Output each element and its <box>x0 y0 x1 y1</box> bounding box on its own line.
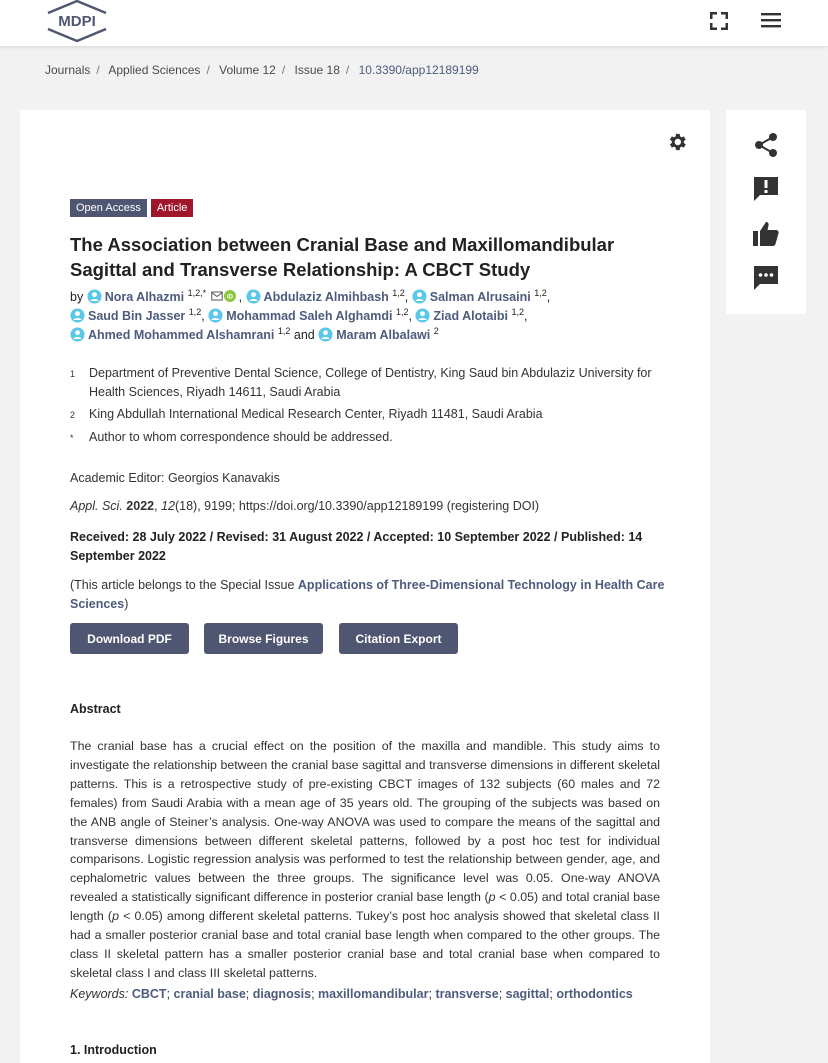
user-icon <box>318 327 333 342</box>
top-bar <box>0 0 828 46</box>
author-affiliation: 1,2 <box>188 307 202 317</box>
download-pdf-button[interactable]: Download PDF <box>70 623 189 654</box>
citation-journal: Appl. Sci. <box>70 499 123 513</box>
user-icon <box>412 289 427 304</box>
special-issue-prefix: (This article belongs to the Special Issue <box>70 578 298 592</box>
affiliation-item <box>70 428 670 448</box>
introduction-heading: 1. Introduction <box>70 1043 157 1057</box>
user-icon <box>70 327 85 342</box>
browse-figures-button[interactable]: Browse Figures <box>204 623 323 654</box>
svg-text:MDPI: MDPI <box>58 13 96 30</box>
author-name[interactable]: Mohammad Saleh Alghamdi <box>226 309 393 323</box>
author-affiliation: 1,2 <box>511 307 524 317</box>
breadcrumb-doi[interactable]: 10.3390/app12189199 <box>358 63 479 77</box>
user-icon <box>70 308 85 323</box>
keywords: Keywords: CBCT; cranial base; diagnosis; maxillomandibular; transverse; sagittal; orthodontics <box>70 987 633 1001</box>
author-affiliation: 1,2 <box>277 326 291 336</box>
breadcrumb-journals[interactable]: Journals <box>45 63 91 77</box>
keyword-link[interactable]: cranial base <box>173 987 246 1001</box>
p-symbol: p <box>112 909 119 924</box>
author-affiliation: 1,2 <box>392 288 405 298</box>
article-type-badge: Article <box>151 199 194 217</box>
affiliation-text: Department of Preventive Dental Science, College of Dentistry, King Saud bin Abdulaziz University for Health Sciences, Riyadh 14611, Saudi Arabia <box>89 366 652 399</box>
keyword-link[interactable]: orthodontics <box>556 987 633 1001</box>
open-access-badge: Open Access <box>70 199 147 217</box>
academic-editor: Academic Editor: Georgios Kanavakis <box>70 471 280 485</box>
user-icon <box>208 308 223 323</box>
breadcrumb-applied-sciences[interactable]: Applied Sciences <box>108 63 201 77</box>
abstract-body: < 0.05) and total cranial base length ( <box>70 890 660 924</box>
abstract-body: < 0.05) among different skeletal patterns. Tukey’s post hoc analysis showed that skeletal class II had a smaller posterior cranial base and total cranial base length when compared to the other groups. The class II skeletal pattern has a smaller posterior cranial base and total cranial base when compared to skeletal class I and class III skeletal patterns. <box>70 909 660 980</box>
thumbs-up-icon[interactable] <box>752 220 780 248</box>
author-name[interactable]: Nora Alhazmi <box>104 290 185 304</box>
author-name[interactable]: Saud Bin Jasser <box>88 309 186 323</box>
and-label: and <box>293 328 315 342</box>
affiliations <box>70 364 670 451</box>
user-icon <box>246 289 261 304</box>
author-affiliation: 1,2 <box>534 288 547 298</box>
breadcrumb-issue[interactable]: Issue 18 <box>294 63 340 77</box>
report-icon[interactable] <box>752 175 780 203</box>
article-badges <box>70 199 193 217</box>
author-name[interactable]: Salman Alrusaini <box>429 290 531 304</box>
special-issue <box>70 576 670 614</box>
author-affiliation: 2 <box>433 326 439 336</box>
breadcrumb-volume[interactable]: Volume 12 <box>219 63 276 77</box>
author-name[interactable]: Maram Albalawi <box>336 328 431 342</box>
citation-volume: 12 <box>161 499 175 513</box>
affiliation-text: Author to whom correspondence should be addressed. <box>89 430 393 444</box>
author-affiliation: 1,2,* <box>187 288 207 298</box>
svg-text:iD: iD <box>226 294 233 301</box>
p-symbol: p <box>488 890 496 905</box>
keyword-link[interactable]: sagittal <box>505 987 550 1001</box>
affiliation-number: * <box>70 433 74 443</box>
author-name[interactable]: Ahmed Mohammed Alshamrani <box>88 328 275 342</box>
citation-export-button[interactable]: Citation Export <box>339 623 458 654</box>
affiliation-text: King Abdullah International Medical Research Center, Riyadh 11481, Saudi Arabia <box>89 407 543 421</box>
keyword-link[interactable]: CBCT <box>131 987 167 1001</box>
author-affiliation: 1,2 <box>395 307 409 317</box>
author-name[interactable]: Ziad Alotaibi <box>433 309 508 323</box>
user-icon <box>87 289 102 304</box>
email-icon[interactable] <box>211 290 223 302</box>
abstract-body: The cranial base has a crucial effect on the position of the maxilla and mandible. This study aims to investigate the relationship between the cranial base sagittal and transverse dimensions in different skeletal patterns. This is a retrospective study of pre-existing CBCT images of 132 subjects (60 males and 72 females) from Saudi Arabia with a mean age of 35 years old. The grouping of the subjects was based on the ANB angle of Steiner’s analysis. One-way ANOVA was used to compare the means of the sagittal and transverse dimensions between different skeletal patterns, followed by a post hoc test for individual comparisons. Logistic regression analysis was performed to test the relationship between gender, age, and cephalometric values between the three groups. The significance level was 0.05. One-way ANOVA revealed a statistically significant difference in posterior cranial base length ( <box>70 739 660 905</box>
publication-dates: Received: 28 July 2022 / Revised: 31 August 2022 / Accepted: 10 September 2022 / Published: 14 September 2022 <box>70 530 643 563</box>
abstract-text <box>70 737 660 983</box>
action-sidebar <box>726 110 806 314</box>
author-list: by Nora Alhazmi $^{1,2,*}$ iD , Abdulaziz Almihbash $^{1,2}$, Salman Alrusaini $^{1,2}$, Saud Bin Jasser $^{1,2}$, Mohammad Saleh Alghamdi $^{1,2}$, Ziad Alotaibi $^{1,2}$, Ahmed Mohammed Alshamrani $^{1,2}$ and Maram Albalawi $^2$ <box>70 288 551 342</box>
share-icon[interactable] <box>752 131 780 159</box>
affiliation-item <box>70 364 670 402</box>
keyword-link[interactable]: maxillomandibular <box>318 987 429 1001</box>
citation-rest: (18), 9199; https://doi.org/10.3390/app12189199 (registering DOI) <box>174 499 540 513</box>
keyword-link[interactable]: diagnosis <box>252 987 312 1001</box>
affiliation-number: 2 <box>70 410 76 420</box>
mdpi-logo[interactable] <box>44 0 110 42</box>
citation-year: 2022 <box>126 499 155 513</box>
user-icon <box>415 308 430 323</box>
hamburger-menu-icon[interactable] <box>761 12 781 28</box>
article-title: The Association between Cranial Base and Maxillomandibular Sagittal and Transverse Relationship: A CBCT Study <box>70 234 615 280</box>
abstract-heading: Abstract <box>70 702 121 716</box>
affiliation-item <box>70 405 670 425</box>
keyword-link[interactable]: transverse <box>435 987 499 1001</box>
comment-icon[interactable] <box>752 263 780 291</box>
by-label: by <box>70 290 84 304</box>
special-issue-link[interactable]: Applications of Three-Dimensional Technology in Health Care Sciences <box>70 578 665 611</box>
special-issue-suffix: ) <box>124 597 129 611</box>
keywords-label: Keywords: <box>70 987 129 1001</box>
expand-arrows-icon[interactable] <box>708 10 730 32</box>
breadcrumb: Journals / Applied Sciences / Volume 12 / Issue 18 / 10.3390/app12189199 <box>45 63 479 77</box>
citation-line: Appl. Sci. 2022, 12(18), 9199; https://doi.org/10.3390/app12189199 (registering DOI) <box>70 499 540 513</box>
affiliation-number: 1 <box>70 369 76 379</box>
gear-icon[interactable] <box>666 131 688 153</box>
orcid-icon[interactable] <box>224 290 236 302</box>
author-name[interactable]: Abdulaziz Almihbash <box>263 290 389 304</box>
